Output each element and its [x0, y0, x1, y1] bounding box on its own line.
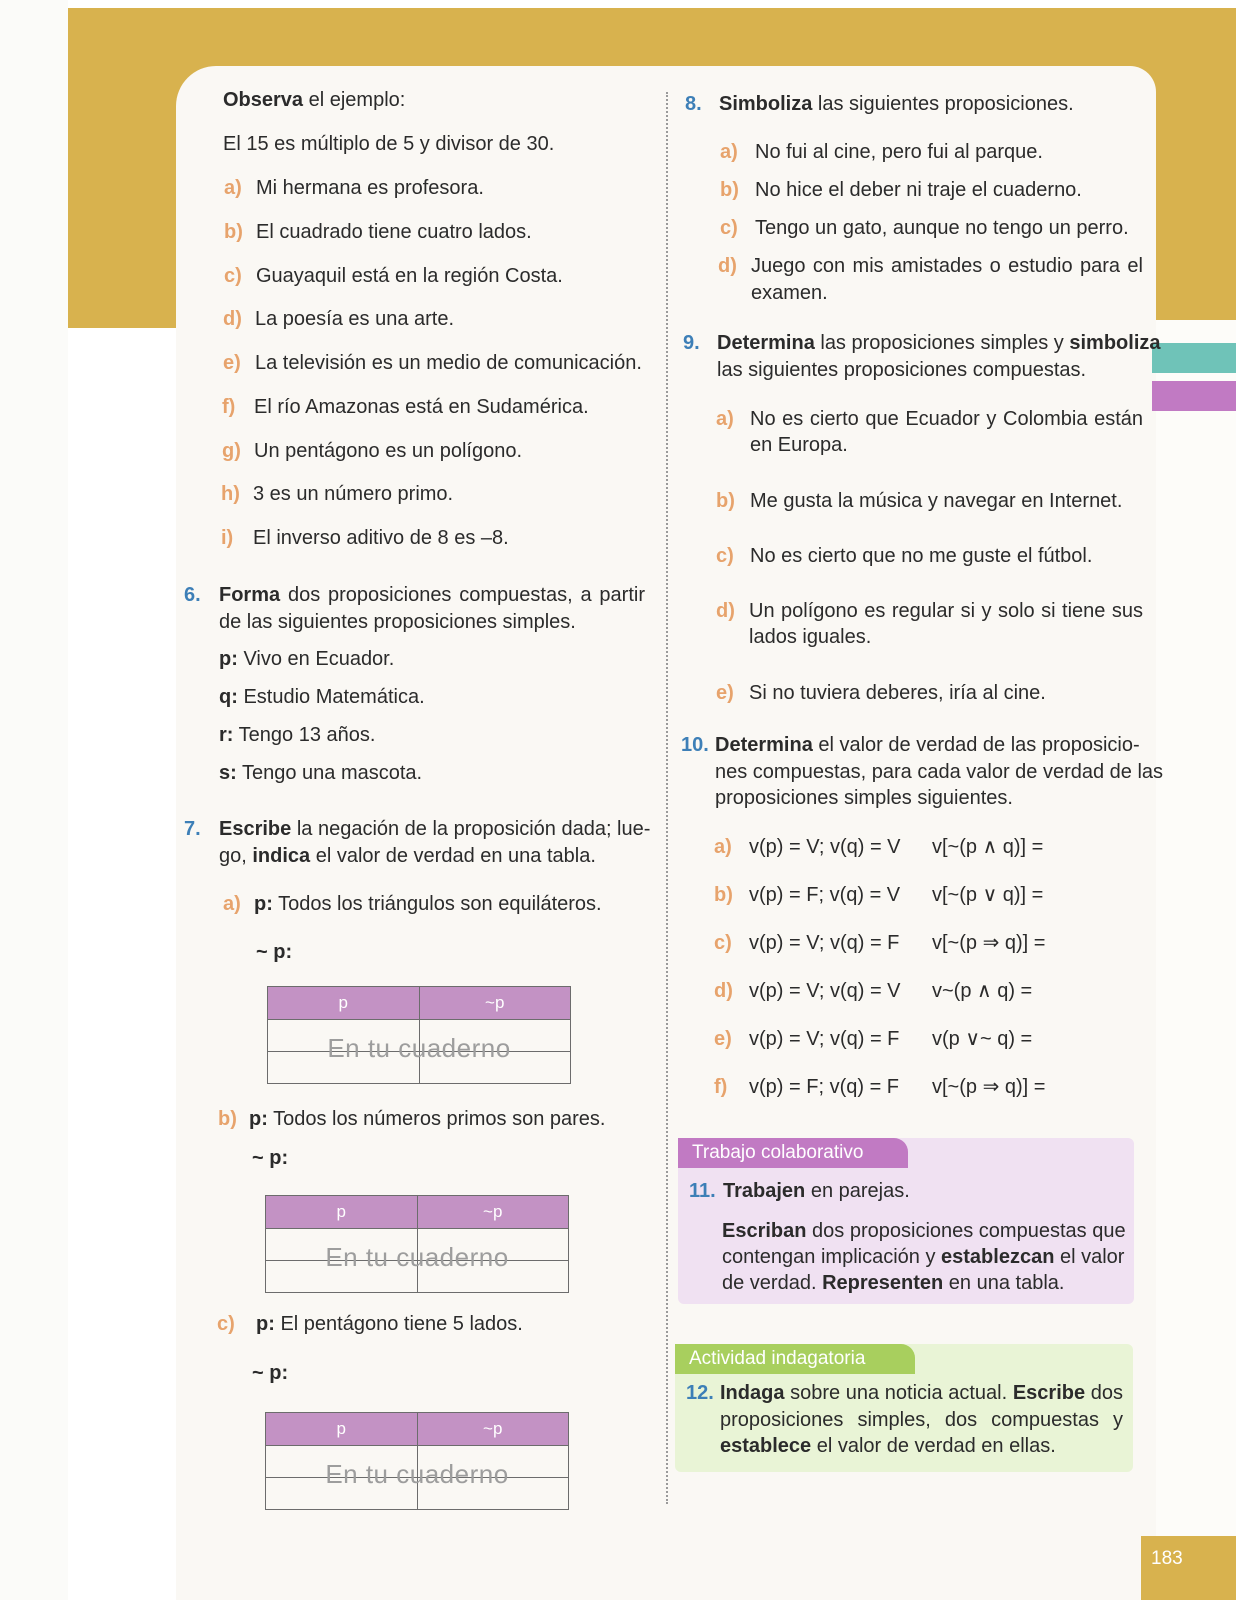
item-7c-text: p: El pentágono tiene 5 lados. [256, 1313, 523, 1335]
item-7c-letter: c) [217, 1313, 235, 1335]
item-9e-text: Si no tuviera deberes, iría al cine. [749, 682, 1046, 704]
purple-edge-tab [1152, 381, 1236, 411]
item-8d-line2: examen. [751, 282, 828, 304]
item-7b-text: p: Todos los números primos son pares. [249, 1108, 606, 1130]
example-item-text: El río Amazonas está en Sudamérica. [254, 396, 589, 418]
simple-proposition: r: Tengo 13 años. [219, 724, 376, 746]
example-sentence: El 15 es múltiplo de 5 y divisor de 30. [223, 133, 555, 155]
exercise-11-title: Trabajen en parejas. [723, 1180, 910, 1202]
item-8a-text: No fui al cine, pero fui al parque. [755, 141, 1043, 163]
example-intro: Observa el ejemplo: [223, 89, 406, 111]
exercise-10-number: 10. [681, 734, 709, 756]
teal-edge-tab [1152, 343, 1236, 373]
truth-value-item-letter: b) [714, 884, 733, 906]
truth-value-given: v(p) = V; v(q) = F [749, 932, 900, 954]
example-item-text: La televisión es un medio de comunicación. [255, 352, 642, 374]
example-item-letter: f) [222, 396, 236, 418]
example-item-text: Un pentágono es un polígono. [254, 440, 522, 462]
truth-value-given: v(p) = V; v(q) = V [749, 836, 901, 858]
research-activity-badge: Actividad indagatoria [675, 1344, 915, 1374]
right-margin [1156, 320, 1236, 1600]
item-9a-line1: No es cierto que Ecuador y Colombia están [750, 408, 1143, 430]
item-9b-letter: b) [716, 490, 735, 512]
truth-value-item-letter: c) [714, 932, 732, 954]
truth-value-item-letter: a) [714, 836, 732, 858]
item-8b-letter: b) [720, 179, 739, 201]
item-9d-line1: Un polígono es regular si y solo si tiene sus [749, 600, 1143, 622]
exercise-12-line1: Indaga sobre una noticia actual. Escribe dos [720, 1382, 1124, 1404]
exercise-11-line1: Escriban dos proposiciones compuestas que [722, 1220, 1126, 1242]
item-8c-letter: c) [720, 217, 738, 239]
exercise-11-line2: contengan implicación y establezcan el valor [722, 1246, 1125, 1268]
truth-table-7b [265, 1195, 569, 1293]
exercise-7-line1: Escribe la negación de la proposición dada; lue- [219, 818, 651, 840]
truth-value-item-letter: f) [714, 1076, 728, 1098]
exercise-12-line2: proposiciones simples, dos compuestas y [720, 1409, 1123, 1431]
truth-value-given: v(p) = V; v(q) = V [749, 980, 901, 1002]
page-margin [0, 0, 68, 1600]
simple-proposition: s: Tengo una mascota. [219, 762, 423, 784]
example-item-text: Mi hermana es profesora. [256, 177, 484, 199]
exercise-10-line3: proposiciones simples siguientes. [715, 787, 1013, 809]
table-header-p: p [266, 1413, 418, 1445]
example-item-letter: b) [224, 221, 243, 243]
exercise-6-line1: Forma dos proposiciones compuestas, a partir [219, 584, 645, 606]
simple-proposition: q: Estudio Matemática. [219, 686, 425, 708]
item-8d-letter: d) [718, 255, 737, 277]
exercise-7-line2: go, indica el valor de verdad en una tabla. [219, 845, 596, 867]
example-item-text: El cuadrado tiene cuatro lados. [256, 221, 532, 243]
truth-table-7a [267, 986, 571, 1084]
table-header-p: p [268, 987, 420, 1019]
item-7b-negation: ~ p: [252, 1147, 289, 1169]
item-9c-letter: c) [716, 545, 734, 567]
item-9b-text: Me gusta la música y navegar en Internet. [750, 490, 1123, 512]
watermark-en-tu-cuaderno: En tu cuaderno [327, 1033, 511, 1063]
example-item-text: Guayaquil está en la región Costa. [256, 265, 563, 287]
exercise-7-number: 7. [184, 818, 201, 840]
truth-value-expression: v~(p ∧ q) = [932, 980, 1033, 1002]
exercise-12-number: 12. [686, 1382, 714, 1404]
truth-value-expression: v[~(p ⇒ q)] = [932, 932, 1046, 954]
exercise-12-line3: establece el valor de verdad en ellas. [720, 1435, 1056, 1457]
item-9e-letter: e) [716, 682, 734, 704]
truth-value-expression: v[~(p ∧ q)] = [932, 836, 1044, 858]
example-item-letter: h) [221, 483, 240, 505]
exercise-9-line2: las siguientes proposiciones compuestas. [717, 359, 1087, 381]
example-item-letter: d) [223, 308, 242, 330]
table-header-p: p [266, 1196, 418, 1228]
table-header-negp: ~p [483, 1202, 503, 1221]
truth-value-expression: v(p ∨~ q) = [932, 1028, 1033, 1050]
exercise-6-number: 6. [184, 584, 201, 606]
exercise-8-title: Simboliza las siguientes proposiciones. [719, 93, 1074, 115]
truth-table-7c [265, 1412, 569, 1510]
exercise-11-number: 11. [689, 1180, 716, 1202]
item-8a-letter: a) [720, 141, 738, 163]
item-7a-negation: ~ p: [256, 941, 293, 963]
item-8d-line1: Juego con mis amistades o estudio para el [751, 255, 1143, 277]
example-item-text: La poesía es una arte. [255, 308, 455, 330]
exercise-6-line2: de las siguientes proposiciones simples. [219, 611, 576, 633]
example-item-letter: c) [224, 265, 242, 287]
table-header-negp: ~p [485, 993, 505, 1012]
item-9a-letter: a) [716, 408, 734, 430]
exercise-11-line3: de verdad. Representen en una tabla. [722, 1272, 1065, 1294]
watermark-en-tu-cuaderno: En tu cuaderno [325, 1242, 509, 1272]
example-item-letter: i) [221, 527, 234, 549]
example-item-letter: e) [223, 352, 241, 374]
truth-value-given: v(p) = V; v(q) = F [749, 1028, 900, 1050]
item-7b-letter: b) [218, 1108, 237, 1130]
truth-value-given: v(p) = F; v(q) = V [749, 884, 901, 906]
item-7c-negation: ~ p: [252, 1362, 289, 1384]
truth-value-item-letter: d) [714, 980, 733, 1002]
item-8b-text: No hice el deber ni traje el cuaderno. [755, 179, 1082, 201]
item-8c-text: Tengo un gato, aunque no tengo un perro. [755, 217, 1129, 239]
item-9c-text: No es cierto que no me guste el fútbol. [750, 545, 1093, 567]
truth-value-expression: v[~(p ⇒ q)] = [932, 1076, 1046, 1098]
example-item-text: El inverso aditivo de 8 es –8. [253, 527, 509, 549]
item-9d-letter: d) [716, 600, 735, 622]
item-9d-line2: lados iguales. [749, 626, 872, 648]
item-7a-letter: a) [223, 893, 241, 915]
collaborative-badge: Trabajo colaborativo [678, 1138, 908, 1168]
table-header-negp: ~p [483, 1419, 503, 1438]
exercise-9-number: 9. [683, 332, 700, 354]
simple-proposition: p: Vivo en Ecuador. [219, 648, 395, 670]
column-divider [666, 92, 668, 1504]
example-item-text: 3 es un número primo. [253, 483, 454, 505]
truth-value-expression: v[~(p ∨ q)] = [932, 884, 1044, 906]
exercise-10-line2: nes compuestas, para cada valor de verdad de las [715, 761, 1164, 783]
page-number: 183 [1141, 1536, 1236, 1600]
exercise-9-line1: Determina las proposiciones simples y simboliza [717, 332, 1161, 354]
exercise-8-number: 8. [685, 93, 702, 115]
truth-value-given: v(p) = F; v(q) = F [749, 1076, 900, 1098]
item-7a-text: p: Todos los triángulos son equiláteros. [254, 893, 602, 915]
watermark-en-tu-cuaderno: En tu cuaderno [325, 1459, 509, 1489]
example-item-letter: g) [222, 440, 241, 462]
example-item-letter: a) [224, 177, 242, 199]
exercise-10-line1: Determina el valor de verdad de las proposicio- [715, 734, 1140, 756]
item-9a-line2: en Europa. [750, 434, 848, 456]
truth-value-item-letter: e) [714, 1028, 732, 1050]
